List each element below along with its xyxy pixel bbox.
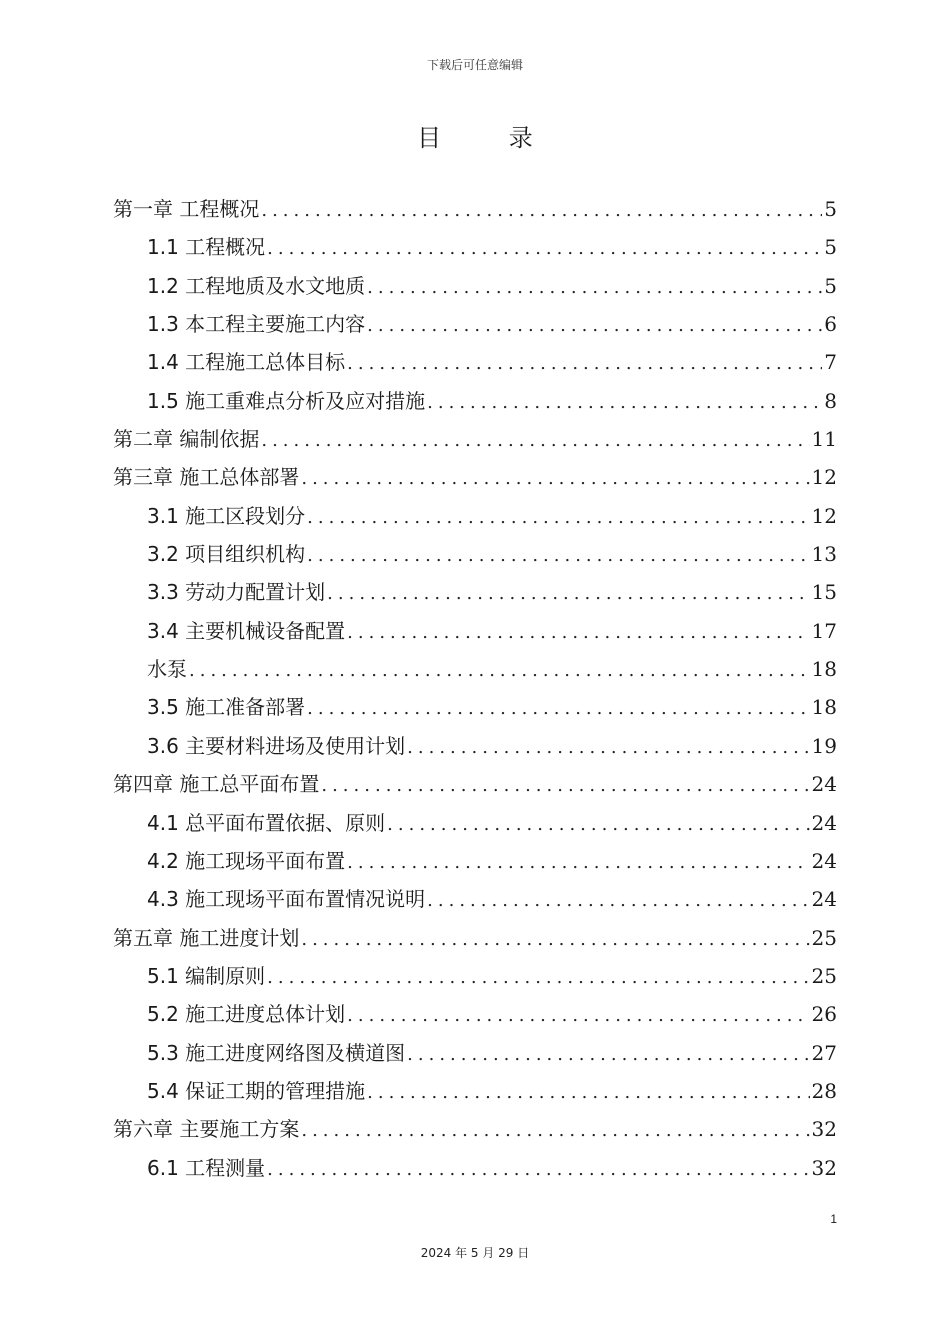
toc-entry[interactable] (113, 497, 837, 535)
toc-dot-leader (367, 1074, 809, 1110)
toc-entry-page: 5 (824, 235, 837, 260)
toc-entry-title: 3.6 主要材料进场及使用计划 (147, 733, 406, 758)
toc-entry-page: 26 (811, 1002, 837, 1027)
toc-entry[interactable] (113, 919, 837, 957)
toc-dot-leader (307, 499, 809, 535)
toc-dot-leader (301, 1112, 809, 1148)
toc-dot-leader (407, 729, 809, 765)
toc-entry-page: 12 (811, 503, 837, 528)
toc-entry-page: 12 (811, 465, 837, 490)
toc-entry[interactable] (113, 957, 837, 995)
toc-dot-leader (387, 806, 809, 842)
toc-dot-leader (407, 1036, 809, 1072)
toc-entry-title: 水泵 (147, 657, 187, 682)
toc-entry-title: 4.2 施工现场平面布置 (147, 848, 346, 873)
toc-entry-title: 1.5 施工重难点分析及应对措施 (147, 388, 426, 413)
toc-entry-title: 3.2 项目组织机构 (147, 542, 306, 567)
toc-dot-leader (327, 575, 809, 611)
toc-dot-leader (267, 1151, 809, 1187)
toc-entry-page: 18 (811, 657, 837, 682)
toc-entry[interactable] (113, 995, 837, 1033)
toc-entry-page: 17 (811, 618, 837, 643)
page-number: 1 (830, 1212, 837, 1226)
toc-entry-page: 25 (811, 925, 837, 950)
toc-entry[interactable] (113, 842, 837, 880)
toc-entry-page: 32 (811, 1155, 837, 1180)
toc-entry-page: 5 (824, 197, 837, 221)
toc-dot-leader (189, 652, 810, 688)
toc-dot-leader (347, 345, 822, 381)
toc-entry-title: 5.3 施工进度网络图及横道图 (147, 1040, 406, 1065)
toc-entry-page: 24 (811, 848, 837, 873)
toc-dot-leader (347, 614, 809, 650)
toc-entry-page: 5 (824, 273, 837, 298)
toc-entry-page: 24 (811, 772, 837, 797)
toc-entry[interactable] (113, 458, 837, 496)
toc-entry-page: 7 (824, 350, 837, 375)
toc-dot-leader (321, 767, 809, 803)
toc-entry-title: 5.1 编制原则 (147, 963, 266, 988)
toc-entry[interactable] (113, 688, 837, 726)
toc-entry-page: 11 (811, 427, 837, 452)
page-header: 下载后可任意编辑 (426, 58, 523, 72)
toc-entry-title: 3.4 主要机械设备配置 (147, 618, 346, 643)
toc-entry-page: 18 (811, 695, 837, 720)
toc-entry-page: 6 (824, 312, 837, 337)
toc-entry[interactable] (113, 880, 837, 918)
toc-entry-page: 24 (811, 887, 837, 912)
toc-entry[interactable] (113, 1072, 837, 1110)
toc-dot-leader (347, 844, 809, 880)
toc-entry[interactable] (113, 420, 837, 458)
toc-dot-leader (347, 997, 809, 1033)
toc-entry-page: 25 (811, 963, 837, 988)
toc-entry[interactable] (113, 382, 837, 420)
toc-entry-title: 第五章 施工进度计划 (113, 925, 300, 950)
toc-dot-leader (261, 192, 822, 228)
toc-dot-leader (267, 959, 809, 995)
toc-entry[interactable] (113, 305, 837, 343)
toc-entry-title: 第二章 编制依据 (113, 427, 260, 452)
toc-entry-title: 第四章 施工总平面布置 (113, 772, 320, 797)
toc-entry-title: 4.1 总平面布置依据、原则 (147, 810, 386, 835)
toc-entry-page: 8 (824, 388, 837, 413)
toc-entry-page: 27 (811, 1040, 837, 1065)
toc-entry-page: 32 (811, 1117, 837, 1142)
toc-entry-title: 3.1 施工区段划分 (147, 503, 306, 528)
toc-entry-page: 15 (811, 580, 837, 605)
toc-entry-page: 19 (811, 733, 837, 758)
toc-entry[interactable] (113, 612, 837, 650)
toc-entry-title: 3.5 施工准备部署 (147, 695, 306, 720)
toc-dot-leader (261, 422, 809, 458)
toc-entry[interactable] (113, 228, 837, 266)
toc-dot-leader (367, 307, 822, 343)
toc-entry[interactable] (113, 1034, 837, 1072)
toc-entry-title: 4.3 施工现场平面布置情况说明 (147, 887, 426, 912)
toc-entry-title: 5.2 施工进度总体计划 (147, 1002, 346, 1027)
toc-dot-leader (301, 460, 809, 496)
page-footer-date: 2024 年 5 月 29 日 (420, 1246, 530, 1260)
toc-entry-title: 1.2 工程地质及水文地质 (147, 273, 366, 298)
toc-entry-title: 3.3 劳动力配置计划 (147, 580, 326, 605)
toc-entry[interactable] (113, 727, 837, 765)
toc-dot-leader (267, 230, 822, 266)
toc-entry-page: 24 (811, 810, 837, 835)
toc-entry-title: 5.4 保证工期的管理措施 (147, 1078, 366, 1103)
toc-entry-title: 1.4 工程施工总体目标 (147, 350, 346, 375)
toc-dot-leader (307, 690, 809, 726)
toc-entry[interactable] (113, 267, 837, 305)
toc-entry-title: 第六章 主要施工方案 (113, 1117, 300, 1142)
toc-entry[interactable] (113, 1149, 837, 1187)
toc-dot-leader (301, 921, 809, 957)
toc-entry-title: 6.1 工程测量 (147, 1155, 266, 1180)
toc-entry-title: 第三章 施工总体部署 (113, 465, 300, 490)
toc-entry[interactable] (113, 535, 837, 573)
toc-dot-leader (307, 537, 809, 573)
page-title: 目 录 (417, 124, 563, 152)
toc-dot-leader (367, 269, 822, 305)
toc-entry-title: 1.3 本工程主要施工内容 (147, 312, 366, 337)
toc-entry-title: 1.1 工程概况 (147, 235, 266, 260)
toc-entry[interactable] (113, 804, 837, 842)
toc-dot-leader (427, 384, 822, 420)
toc-entry[interactable] (113, 343, 837, 381)
toc-dot-leader (427, 882, 809, 918)
toc-entry[interactable] (113, 765, 837, 803)
toc-entry-page: 13 (811, 542, 837, 567)
table-of-contents (113, 190, 837, 1187)
toc-entry[interactable] (113, 573, 837, 611)
toc-entry-page: 28 (811, 1078, 837, 1103)
toc-entry[interactable] (113, 650, 837, 688)
toc-entry[interactable] (113, 190, 837, 228)
toc-entry[interactable] (113, 1110, 837, 1148)
toc-entry-title: 第一章 工程概况 (113, 197, 260, 221)
